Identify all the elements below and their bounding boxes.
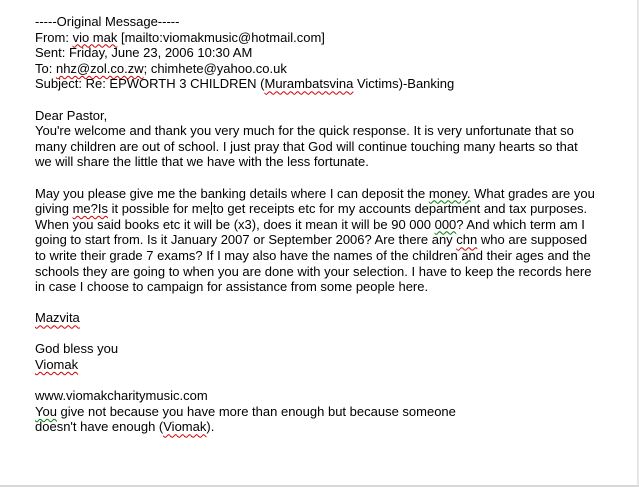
grammar-flagged-word: You [35,403,57,419]
grammar-flagged-word: money. [428,185,471,201]
text-run: What grades are you [470,185,595,201]
text-run: going to start from. Is it January 2007 or September 2006? Are there any [35,232,457,248]
spacer [35,373,635,389]
grammar-flagged-word: 000 [434,216,457,232]
from-name: vio mak [72,29,118,45]
paragraph-2-line-1 [35,186,635,202]
paragraph-2-line-5: to write their grade 7 exams? If I may also have the names of the children and their ages and the [35,247,591,263]
paragraph-1-line-1: You're welcome and thank you very much for the quick response. It is very unfortunate that so [35,123,574,139]
to-line [35,61,635,77]
paragraph-2-line-6: schools they are going to when you are done with your selection. I have to keep the records here [35,263,592,279]
subject-prefix: Subject: Re: EPWORTH 3 CHILDREN ( [35,76,265,92]
paragraph-2-line-7: in case I choose to campaign for assistance from some people here. [35,279,429,295]
to-address-primary: nhz@zol.co.zw [55,60,144,76]
from-label: From: [35,29,73,45]
signature [35,357,635,373]
from-address: [mailto:viomakmusic@hotmail.com] [117,29,325,45]
original-message-separator: -----Original Message----- [35,14,180,29]
spacer [35,326,635,342]
to-address-rest: ; chimhete@yahoo.co.uk [143,60,287,76]
quote-line-1 [35,404,635,420]
closing-name-text: Mazvita [35,310,80,326]
sent-line: Sent: Friday, June 23, 2006 10:30 AM [35,45,253,61]
spelling-flagged-word: Viomak [163,419,207,435]
spelling-flagged-word: chn [456,232,478,248]
text-run: When you said books etc it will be (x3), does it mean it will be 90 000 [35,216,435,232]
to-label: To: [35,60,56,76]
subject-suffix: Victims)-Banking [353,76,455,92]
text-run: who are supposed [477,232,588,248]
text-run: it possible for me [107,201,210,217]
subject-misspelled-word: Murambatsvina [264,76,354,92]
quote-line-2 [35,419,635,435]
text-cursor [211,202,212,215]
spacer [35,170,635,186]
email-document [35,14,635,435]
text-run: give not because you have more than enough but because someone [56,403,456,419]
spacer [35,295,635,311]
signature-text: Viomak [35,357,79,373]
text-run: ? And which term am I [456,216,585,232]
salutation: Dear Pastor, [35,107,108,123]
text-run: doesn't have enough ( [35,419,164,435]
spelling-flagged-word: me?Is [72,201,108,217]
from-line [35,30,635,46]
paragraph-2-line-4 [35,232,635,248]
paragraph-1-line-3: we will share the little that we have with the less fortunate. [35,154,369,170]
text-run: May you please give me the banking details where I can deposit the [35,185,429,201]
paragraph-1-line-2: many children are out of school. I just pray that God will continue touching many hearts so that [35,138,578,154]
closing-name [35,310,635,326]
text-run: ). [206,419,215,435]
subject-line [35,76,635,92]
paragraph-2-line-3 [35,217,635,233]
spacer [35,92,635,108]
text-run: giving [35,201,73,217]
website-link[interactable]: www.viomakcharitymusic.com [35,388,208,404]
text-run: to get receipts etc for my accounts department and tax purposes. [212,201,588,217]
paragraph-2-line-2 [35,201,635,217]
blessing: God bless you [35,341,119,357]
